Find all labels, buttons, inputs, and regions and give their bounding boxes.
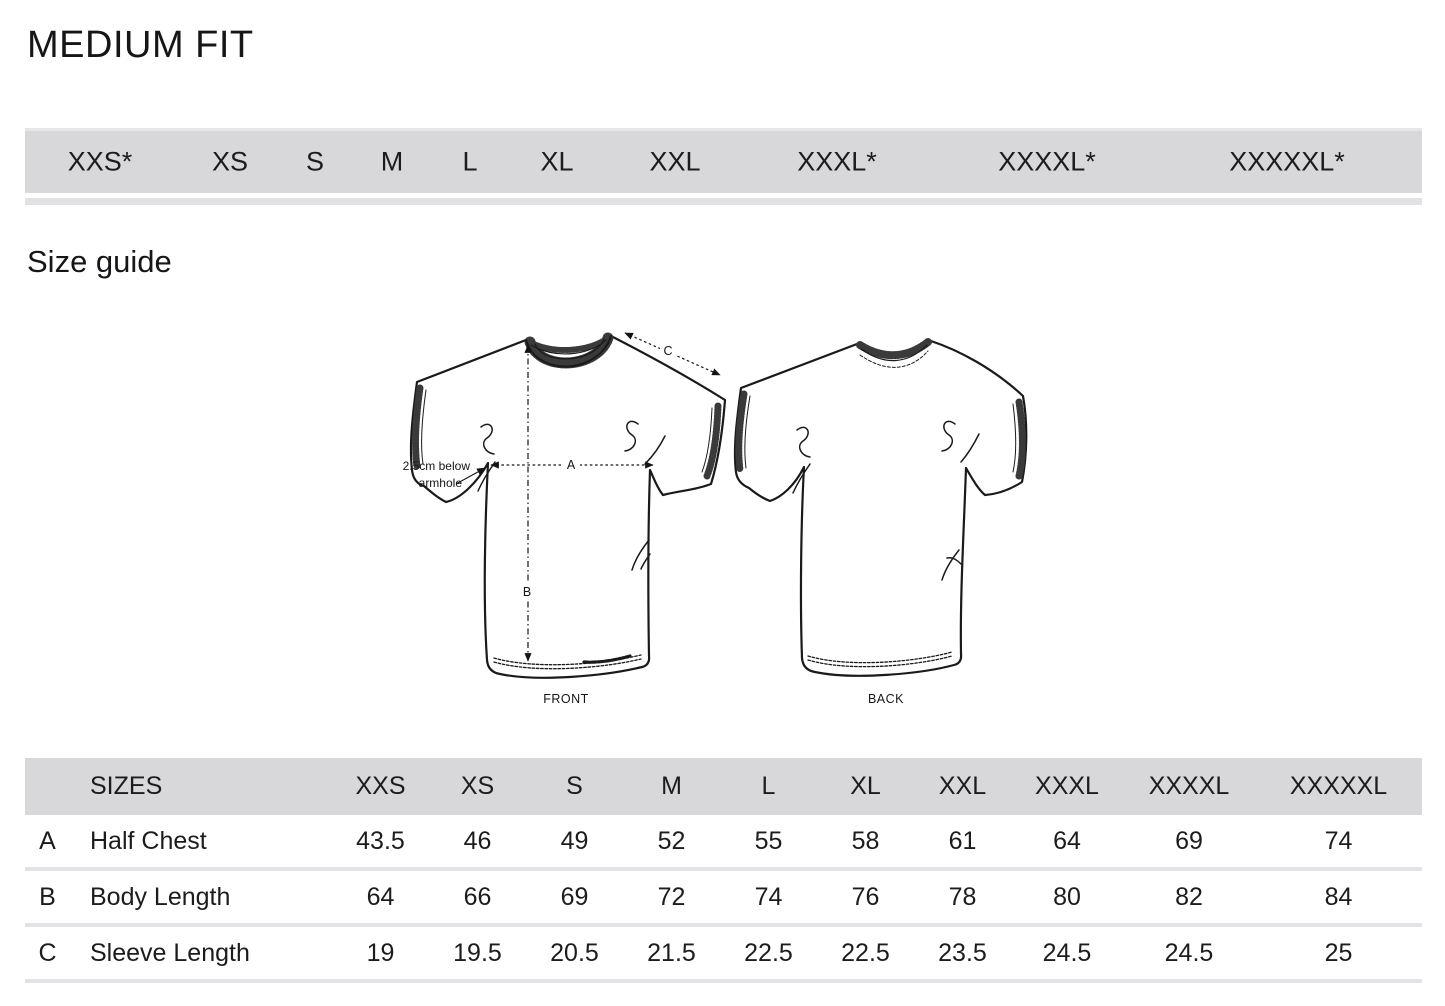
size-bar-underline [25, 198, 1422, 205]
size-option-xl[interactable]: XL [540, 146, 574, 177]
value-cell: 23.5 [914, 925, 1011, 981]
value-cell: 25 [1255, 925, 1422, 981]
header-col-m: M [623, 758, 720, 815]
size-option-s[interactable]: S [305, 146, 325, 177]
value-cell: 76 [817, 869, 914, 925]
value-cell: 64 [332, 869, 429, 925]
value-cell: 19 [332, 925, 429, 981]
row-letter: C [25, 925, 70, 981]
value-cell: 58 [817, 815, 914, 869]
row-label: Half Chest [70, 815, 332, 869]
value-cell: 74 [1255, 815, 1422, 869]
value-cell: 84 [1255, 869, 1422, 925]
value-cell: 19.5 [429, 925, 526, 981]
measure-a-label: A [566, 458, 576, 472]
header-col-xxxxxl: XXXXXL [1255, 758, 1422, 815]
measure-c-label: C [663, 344, 673, 358]
front-view-label: FRONT [543, 692, 589, 706]
size-option-m[interactable]: M [380, 146, 404, 177]
size-option-xs[interactable]: XS [211, 146, 249, 177]
table-row-sleeve-length [25, 925, 1422, 981]
size-guide-heading: Size guide [27, 244, 172, 279]
value-cell: 46 [429, 815, 526, 869]
armhole-note-line1: 2.5cm below [402, 459, 470, 473]
value-cell: 72 [623, 869, 720, 925]
header-col-xxs: XXS [332, 758, 429, 815]
header-col-xxxxl: XXXXL [1123, 758, 1255, 815]
armhole-note-line2: armhole [418, 476, 462, 490]
page-title: MEDIUM FIT [27, 24, 254, 66]
size-option-bar [25, 128, 1422, 193]
front-tee-outline [411, 336, 725, 678]
row-letter: A [25, 815, 70, 869]
value-cell: 82 [1123, 869, 1255, 925]
size-option-xxxxl[interactable]: XXXXL* [998, 146, 1096, 177]
value-cell: 24.5 [1011, 925, 1123, 981]
value-cell: 69 [526, 869, 623, 925]
header-letter-cell [25, 758, 70, 815]
size-option-xxxl[interactable]: XXXL* [797, 146, 877, 177]
size-table [25, 758, 1422, 983]
value-cell: 22.5 [817, 925, 914, 981]
tshirt-size-diagram [398, 312, 1048, 712]
row-label: Body Length [70, 869, 332, 925]
size-option-l[interactable]: L [462, 146, 478, 177]
header-col-xl: XL [817, 758, 914, 815]
value-cell: 61 [914, 815, 1011, 869]
measure-b-label: B [522, 585, 532, 599]
value-cell: 64 [1011, 815, 1123, 869]
value-cell: 78 [914, 869, 1011, 925]
value-cell: 69 [1123, 815, 1255, 869]
table-row-body-length [25, 869, 1422, 925]
value-cell: 55 [720, 815, 817, 869]
value-cell: 43.5 [332, 815, 429, 869]
value-cell: 80 [1011, 869, 1123, 925]
size-option-xxs[interactable]: XXS* [67, 146, 133, 177]
value-cell: 21.5 [623, 925, 720, 981]
header-col-xxl: XXL [914, 758, 1011, 815]
back-tee-outline [735, 341, 1026, 676]
value-cell: 24.5 [1123, 925, 1255, 981]
value-cell: 66 [429, 869, 526, 925]
header-col-xxxl: XXXL [1011, 758, 1123, 815]
row-letter: B [25, 869, 70, 925]
row-label: Sleeve Length [70, 925, 332, 981]
value-cell: 22.5 [720, 925, 817, 981]
value-cell: 52 [623, 815, 720, 869]
value-cell: 20.5 [526, 925, 623, 981]
size-option-xxl[interactable]: XXL [649, 146, 701, 177]
size-table-header-row [25, 758, 1422, 815]
header-col-s: S [526, 758, 623, 815]
header-col-xs: XS [429, 758, 526, 815]
back-view-label: BACK [867, 692, 905, 706]
value-cell: 74 [720, 869, 817, 925]
value-cell: 49 [526, 815, 623, 869]
table-row-half-chest [25, 815, 1422, 869]
header-sizes-cell: SIZES [70, 758, 332, 815]
header-col-l: L [720, 758, 817, 815]
size-option-xxxxxl[interactable]: XXXXXL* [1229, 146, 1345, 177]
